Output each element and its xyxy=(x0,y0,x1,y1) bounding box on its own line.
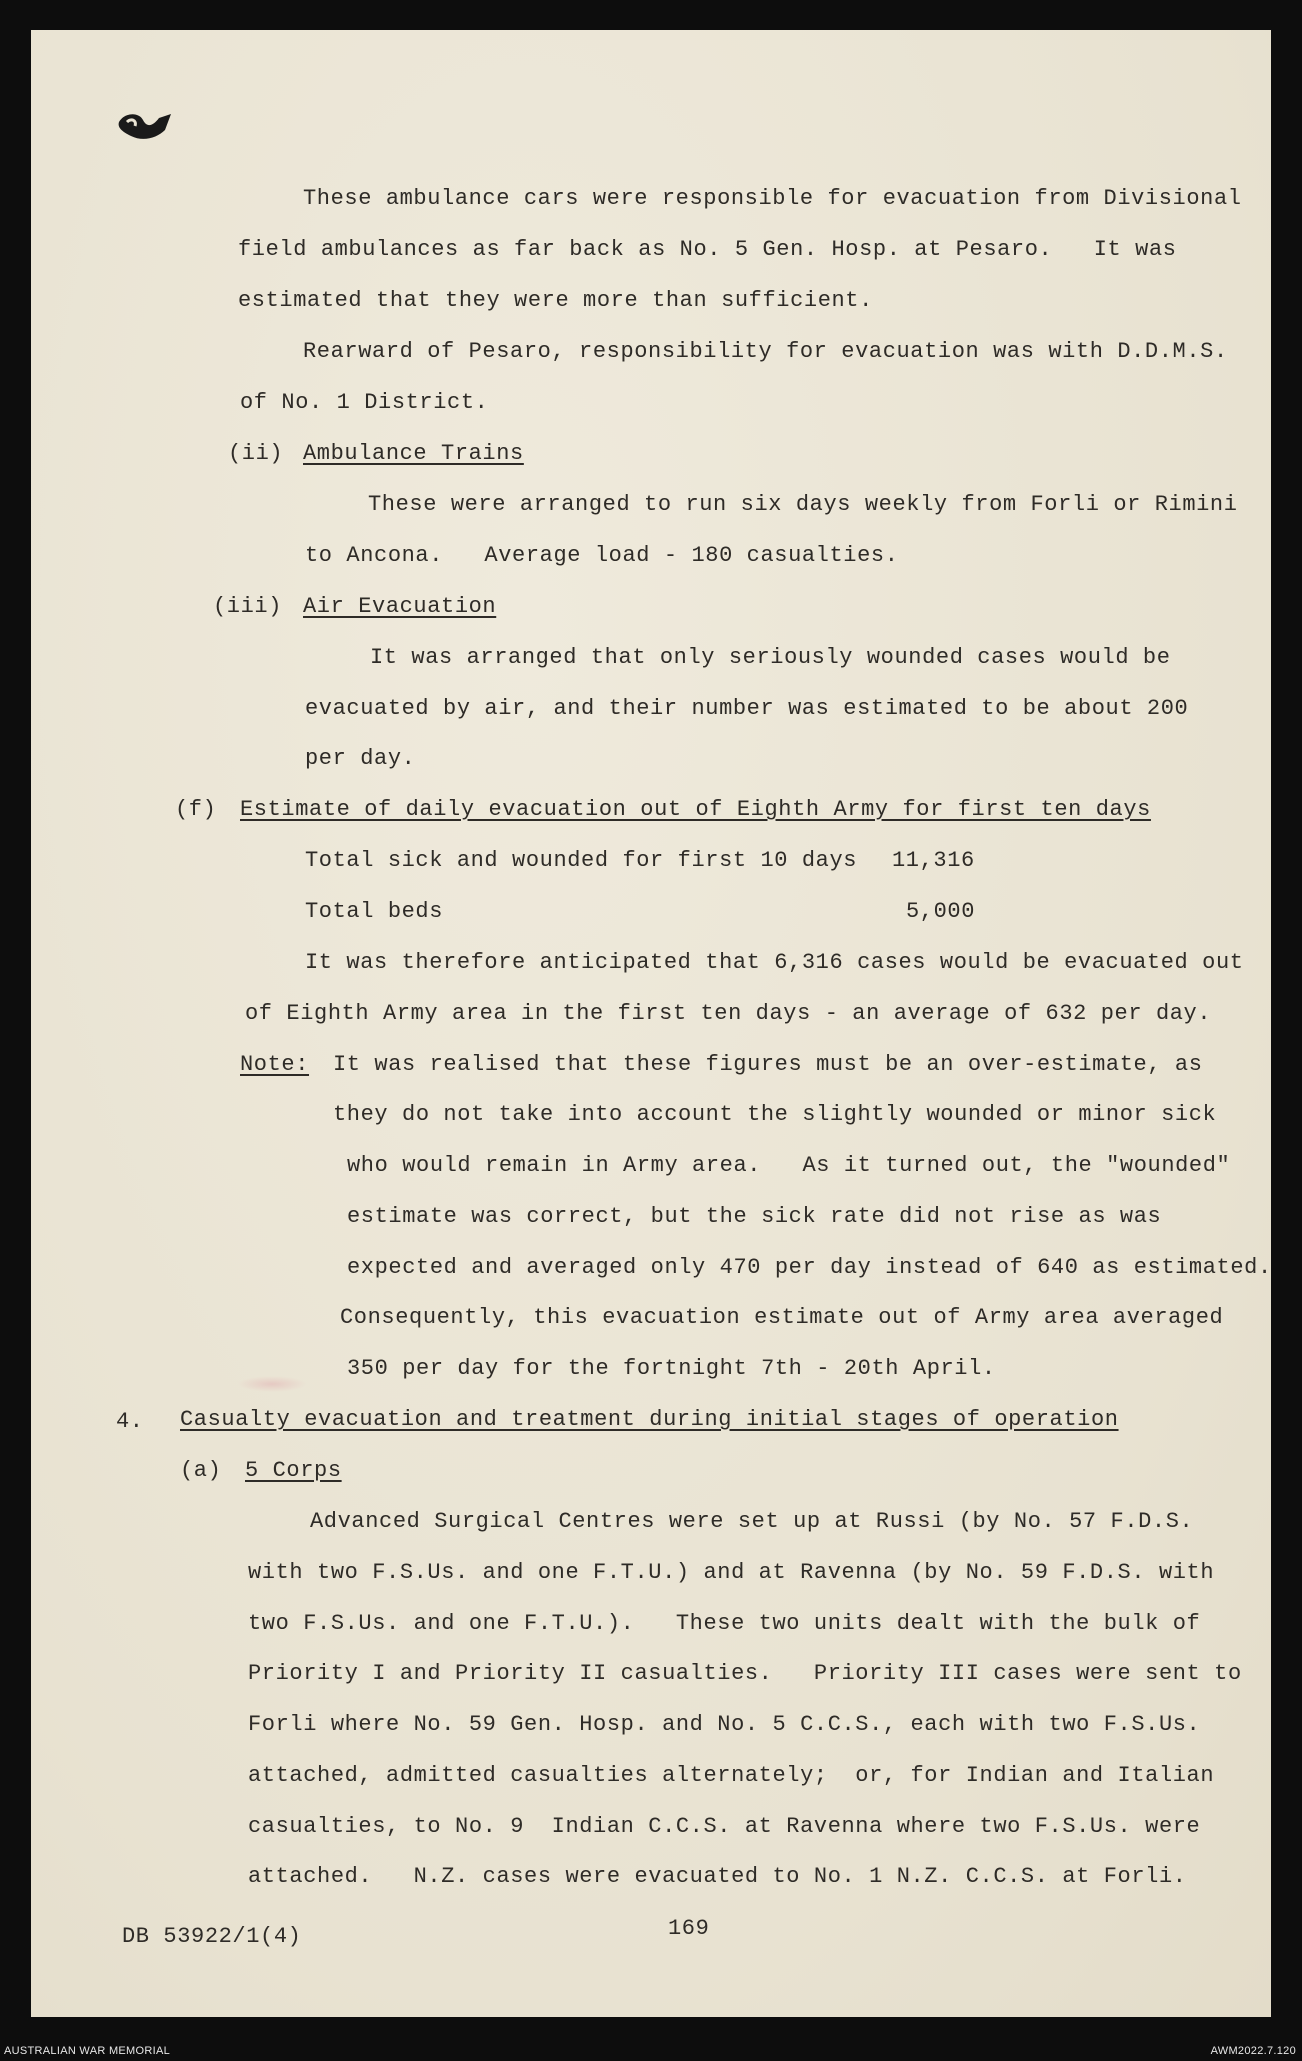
paragraph-line: of No. 1 District. xyxy=(240,390,489,415)
subsection-number: (iii) xyxy=(213,594,283,619)
paragraph-line: to Ancona. Average load - 180 casualties. xyxy=(305,543,899,568)
paragraph-line: two F.S.Us. and one F.T.U.). These two units dealt with the bulk of xyxy=(248,1611,1201,1636)
paragraph-line: attached, admitted casualties alternately; or, for Indian and Italian xyxy=(248,1763,1215,1788)
paragraph-line: These were arranged to run six days weekly from Forli or Rimini xyxy=(368,492,1238,517)
subsection-heading-ambulance-trains: Ambulance Trains xyxy=(303,441,524,466)
page-number: 169 xyxy=(668,1916,710,1941)
table-row-label: Total sick and wounded for first 10 days xyxy=(305,848,858,873)
note-line: 350 per day for the fortnight 7th - 20th April. xyxy=(347,1356,996,1381)
subsection-letter: (a) xyxy=(180,1458,222,1483)
table-row-value: 5,000 xyxy=(906,899,976,924)
paragraph-line: Forli where No. 59 Gen. Hosp. and No. 5 C.C.S., each with two F.S.Us. xyxy=(248,1712,1201,1737)
paragraph-line: per day. xyxy=(305,746,416,771)
paragraph-line: of Eighth Army area in the first ten days - an average of 632 per day. xyxy=(245,1001,1212,1026)
paragraph-line: It was arranged that only seriously wounded cases would be xyxy=(370,645,1171,670)
punch-hole-mark-icon xyxy=(113,108,177,146)
archive-id: AWM2022.7.120 xyxy=(1210,2045,1296,2057)
paragraph-line: Advanced Surgical Centres were set up at Russi (by No. 57 F.D.S. xyxy=(310,1509,1194,1534)
note-line: It was realised that these figures must be an over-estimate, as xyxy=(333,1052,1203,1077)
document-reference: DB 53922/1(4) xyxy=(122,1924,302,1949)
ink-smudge xyxy=(237,1376,307,1392)
archive-label: AUSTRALIAN WAR MEMORIAL xyxy=(4,2045,171,2057)
paragraph-line: estimated that they were more than sufficient. xyxy=(238,288,873,313)
note-line: expected and averaged only 470 per day instead of 640 as estimated. xyxy=(347,1255,1272,1280)
note-line: who would remain in Army area. As it turned out, the "wounded" xyxy=(347,1153,1231,1178)
paragraph-line: Rearward of Pesaro, responsibility for evacuation was with D.D.M.S. xyxy=(303,339,1228,364)
section-heading-estimate: Estimate of daily evacuation out of Eighth Army for first ten days xyxy=(240,797,1151,822)
section-number: 4. xyxy=(116,1409,144,1434)
paragraph-line: attached. N.Z. cases were evacuated to No. 1 N.Z. C.C.S. at Forli. xyxy=(248,1864,1187,1889)
paragraph-line: Priority I and Priority II casualties. Priority III cases were sent to xyxy=(248,1661,1242,1686)
table-row-label: Total beds xyxy=(305,899,444,924)
note-line: estimate was correct, but the sick rate did not rise as was xyxy=(347,1204,1162,1229)
paragraph-line: field ambulances as far back as No. 5 Gen. Hosp. at Pesaro. It was xyxy=(238,237,1177,262)
subsection-number: (ii) xyxy=(228,441,284,466)
note-line: Consequently, this evacuation estimate out of Army area averaged xyxy=(340,1305,1224,1330)
section-letter: (f) xyxy=(175,797,217,822)
paragraph-line: It was therefore anticipated that 6,316 cases would be evacuated out xyxy=(305,950,1244,975)
note-line: they do not take into account the slightly wounded or minor sick xyxy=(333,1102,1217,1127)
paragraph-line: These ambulance cars were responsible for evacuation from Divisional xyxy=(303,186,1242,211)
subsection-heading-air-evacuation: Air Evacuation xyxy=(303,594,497,619)
subsection-heading-5-corps: 5 Corps xyxy=(245,1458,342,1483)
paragraph-line: casualties, to No. 9 Indian C.C.S. at Ravenna where two F.S.Us. were xyxy=(248,1814,1201,1839)
paragraph-line: with two F.S.Us. and one F.T.U.) and at Ravenna (by No. 59 F.D.S. with xyxy=(248,1560,1215,1585)
paragraph-line: evacuated by air, and their number was estimated to be about 200 xyxy=(305,696,1189,721)
table-row-value: 11,316 xyxy=(892,848,975,873)
note-label: Note: xyxy=(240,1052,310,1077)
section-heading-casualty-evacuation: Casualty evacuation and treatment during initial stages of operation xyxy=(180,1407,1119,1432)
